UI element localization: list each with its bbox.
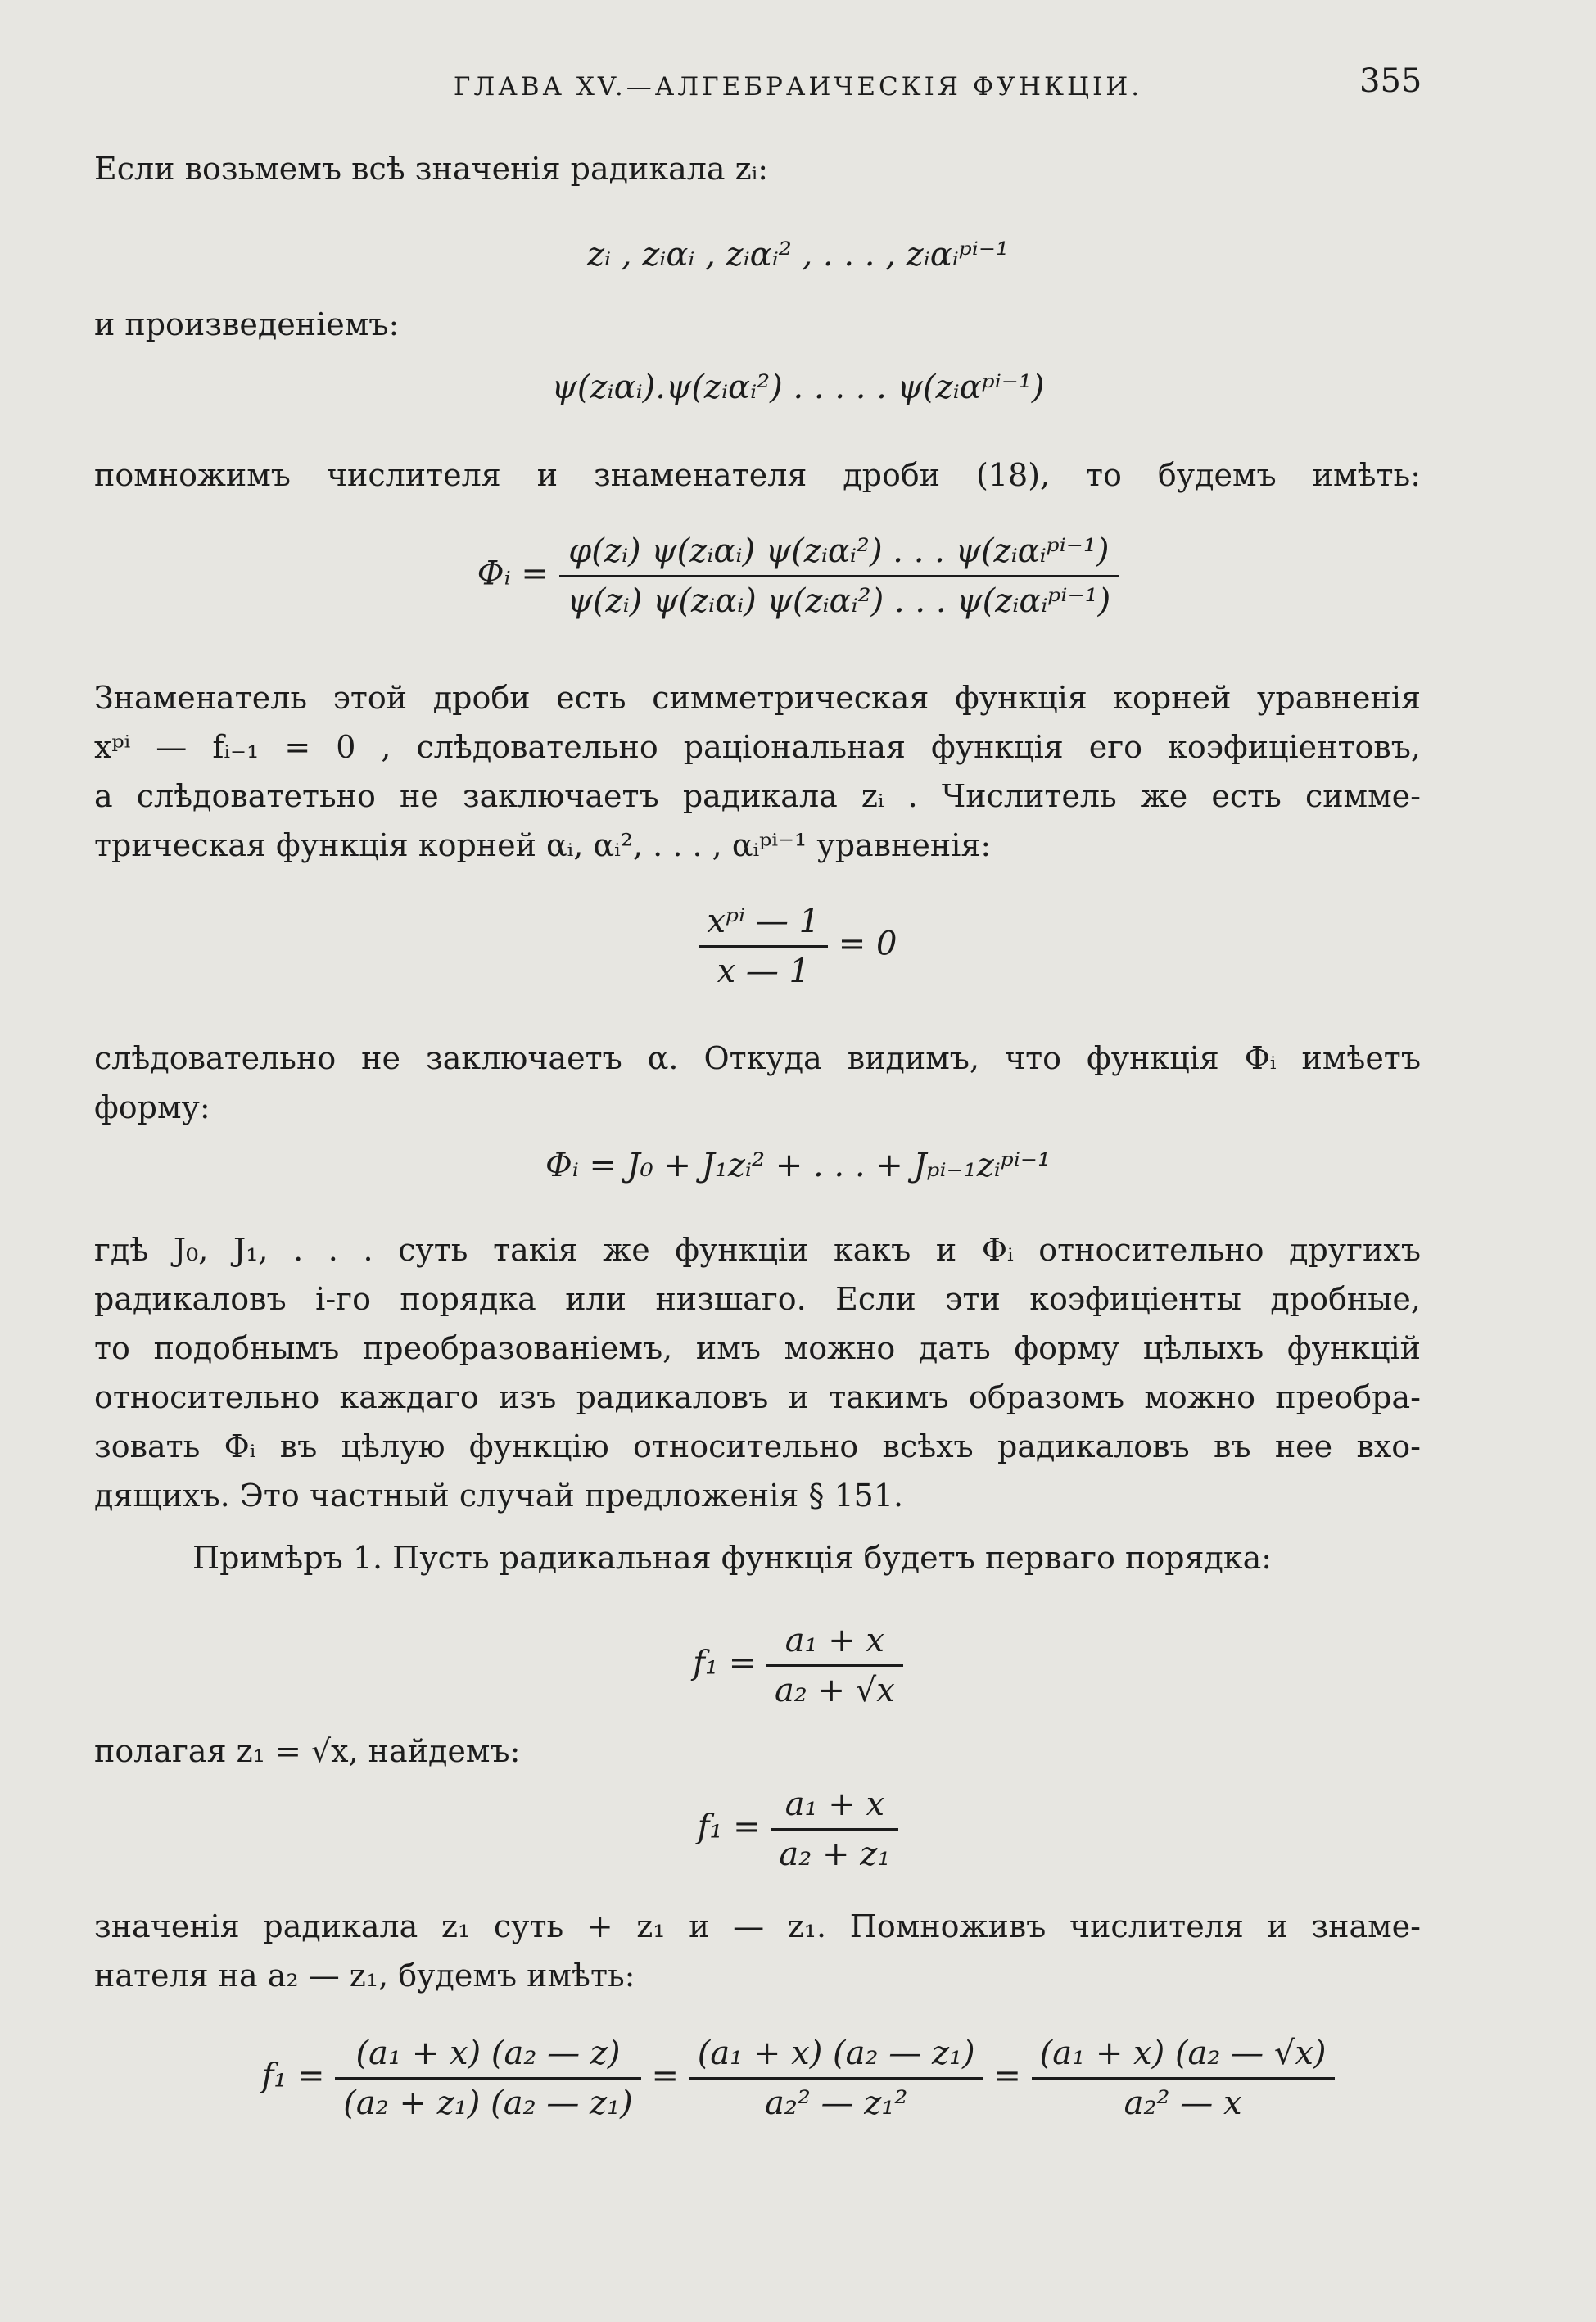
formula-phi-fraction [0, 532, 1596, 620]
fraction [1032, 2035, 1335, 2122]
formula-roots-list: zᵢ , zᵢαᵢ , zᵢαᵢ² , . . . , zᵢαᵢᵖⁱ⁻¹ [586, 236, 1010, 274]
fraction [335, 2035, 641, 2122]
text-line: слѣдовательно не заключаетъ α. Откуда видимъ, что функція Φᵢ имѣетъ [94, 1040, 1421, 1076]
text-line: Знаменатель этой дроби есть симметрическая функція корней уравненія [94, 680, 1421, 716]
text-line: а слѣдоватетьно не заключаетъ радикала zᵢ . Числитель же есть симме- [94, 778, 1421, 814]
denominator: a₂ + z₁ [779, 1835, 891, 1873]
denominator: a₂² — z₁² [764, 2084, 908, 2122]
text-line: трическая функція корней αᵢ, αᵢ², . . . , αᵢᵖⁱ⁻¹ уравненія: [94, 827, 992, 863]
text-line-example: Примѣръ 1. Пусть радикальная функція будетъ перваго порядка: [192, 1540, 1273, 1576]
numerator: (a₁ + x) (a₂ — √x) [1032, 2035, 1335, 2080]
text-line: радикаловъ i-го порядка или низшаго. Если эти коэфиціенты дробные, [94, 1281, 1421, 1317]
formula-equation [0, 903, 1596, 990]
numerator: a₁ + x [766, 1622, 903, 1667]
denominator: ψ(zᵢ) ψ(zᵢαᵢ) ψ(zᵢαᵢ²) . . . ψ(zᵢαᵢᵖⁱ⁻¹) [567, 582, 1111, 620]
numerator: xᵖⁱ — 1 [699, 903, 828, 948]
formula-lhs: f₁ = [693, 1644, 757, 1682]
formula-f1-substituted [0, 1786, 1596, 1873]
denominator: a₂² — x [1124, 2084, 1242, 2122]
fraction [771, 1786, 898, 1873]
text-line: xᵖⁱ — fᵢ₋₁ = 0 , слѣдовательно раціональная функція его коэфиціентовъ, [94, 729, 1421, 765]
equals-sign: = [993, 2057, 1021, 2095]
text-line: гдѣ J₀, J₁, . . . суть такія же функціи какъ и Φᵢ относительно другихъ [94, 1232, 1421, 1268]
text-line: нателя на a₂ — z₁, будемъ имѣть: [94, 1958, 635, 1994]
text-line: полагая z₁ = √x, найдемъ: [94, 1733, 521, 1769]
numerator: a₁ + x [771, 1786, 898, 1831]
fraction [559, 532, 1119, 620]
fraction [689, 2035, 983, 2122]
page-number: 355 [1359, 62, 1422, 100]
text-line: и произведеніемъ: [94, 306, 400, 342]
text-line: зовать Φᵢ въ цѣлую функцію относительно всѣхъ радикаловъ въ нее вхо- [94, 1428, 1421, 1464]
text-line: Если возьмемъ всѣ значенія радикала zᵢ: [94, 151, 769, 187]
numerator: φ(zᵢ) ψ(zᵢαᵢ) ψ(zᵢαᵢ²) . . . ψ(zᵢαᵢᵖⁱ⁻¹) [559, 532, 1119, 577]
formula-lhs: f₁ = [697, 1808, 761, 1846]
denominator: x — 1 [717, 953, 810, 990]
formula-final-chain [0, 2035, 1596, 2122]
fraction [766, 1622, 903, 1709]
formula-product: ψ(zᵢαᵢ).ψ(zᵢαᵢ²) . . . . . ψ(zᵢαᵖⁱ⁻¹) [551, 369, 1045, 406]
text-line: относительно каждаго изъ радикаловъ и такимъ образомъ можно преобра- [94, 1379, 1421, 1415]
formula-lhs: f₁ = [261, 2057, 325, 2095]
denominator: a₂ + √x [774, 1672, 895, 1709]
chapter-header: ГЛАВА XV.—АЛГЕБРАИЧЕСКІЯ ФУНКЦІИ. [453, 72, 1143, 102]
formula-f1 [0, 1622, 1596, 1709]
fraction [699, 903, 828, 990]
equals-sign: = [651, 2057, 679, 2095]
formula-lhs: Φᵢ = [477, 554, 549, 593]
text-line: то подобнымъ преобразованіемъ, имъ можно дать форму цѣлыхъ функцій [94, 1330, 1421, 1366]
text-line: форму: [94, 1089, 210, 1125]
numerator: (a₁ + x) (a₂ — z₁) [689, 2035, 983, 2080]
text-line: значенія радикала z₁ суть + z₁ и — z₁. Помноживъ числителя и знаме- [94, 1908, 1421, 1944]
formula-phi-form: Φᵢ = J₀ + J₁zᵢ² + . . . + Jₚᵢ₋₁zᵢᵖⁱ⁻¹ [545, 1147, 1051, 1184]
text-line: дящихъ. Это частный случай предложенія § 151. [94, 1478, 904, 1514]
numerator: (a₁ + x) (a₂ — z) [335, 2035, 641, 2080]
denominator: (a₂ + z₁) (a₂ — z₁) [343, 2084, 633, 2122]
formula-rhs: = 0 [838, 925, 897, 963]
text-line: помножимъ числителя и знаменателя дроби (18), то будемъ имѣть: [94, 457, 1421, 493]
